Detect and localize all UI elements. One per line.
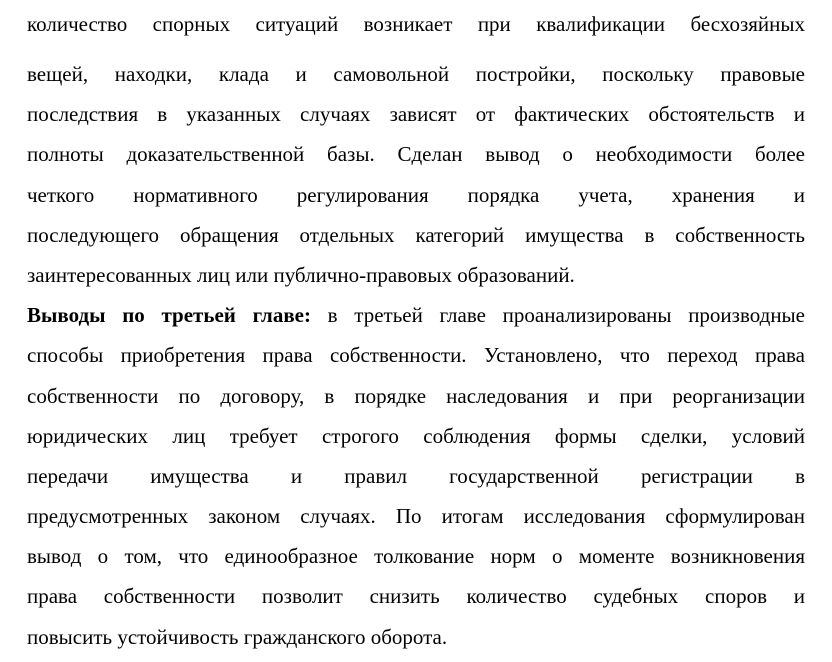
text-line: юридических лиц требует строгого соблюдения формы сделки, условий [27,423,805,448]
paragraph-chapter-three-conclusions [27,295,805,657]
paragraph-property-acquisition [27,14,805,295]
text-line: последующего обращения отдельных категорий имущества в собственность [27,222,805,247]
text-line: четкого нормативного регулирования порядка учета, хранения и [27,182,805,207]
text-line: вещей, находки, клада и самовольной постройки, поскольку правовые [27,62,805,86]
text-line: последствия в указанных случаях зависят от фактических обстоятельств и [27,102,805,127]
text-line: способы приобретения права собственности. Установлено, что переход права [27,343,805,368]
text-line: передачи имущества и правил государственной регистрации в [27,463,805,488]
text-line: вывод о том, что единообразное толкование норм о моменте возникновения [27,544,805,569]
text-line: права собственности позволит снизить количество судебных споров и [27,584,805,609]
text-line [27,295,805,335]
text-line: повысить устойчивость гражданского оборота. [27,624,448,649]
text-line: заинтересованных лиц или публично-правовых образований. [27,262,575,287]
text-line: предусмотренных законом случаях. По итогам исследования сформулирован [27,504,805,529]
text-line: собственности по договору, в порядке наследования и при реорганизации [27,383,805,408]
text-line: количество спорных ситуаций возникает при квалификации бесхозяйных [27,12,805,36]
document-page [27,0,805,657]
conclusions-heading: Выводы по третьей главе: [27,303,311,328]
text-line-rest: в третьей главе проанализированы производные [310,303,805,328]
text-line: полноты доказательственной базы. Сделан вывод о необходимости более [27,142,805,167]
